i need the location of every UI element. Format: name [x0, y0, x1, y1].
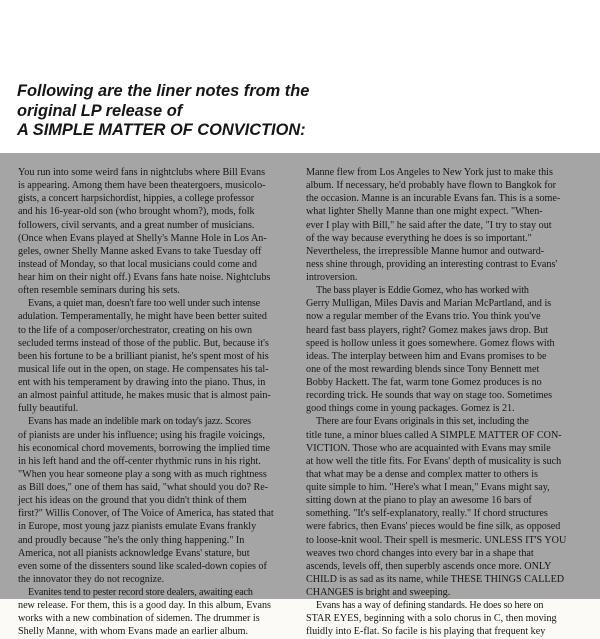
text-line: as Bill does," one of them has said, "what should you do? Re-	[18, 482, 269, 493]
text-line: the occasion. Manne is an incurable Evans fan. This is a some-	[306, 193, 561, 205]
text-line: one of the most rewarding blends since Tony Bennett met	[306, 363, 540, 375]
text-line: something. "It's self-explanatory, really." If chord structures	[306, 508, 548, 520]
text-line: his economical chord movements, borrowing the implied time	[18, 442, 270, 454]
text-line: what lighter Shelly Manne than one might expect. "When-	[306, 206, 543, 218]
text-line: There are four Evans originals in this set, including the	[316, 416, 529, 428]
text-line: album. If necessary, he'd probably have flown to Bangkok for	[306, 180, 556, 192]
text-line: You run into some weird fans in nightclubs where Bill Evans	[18, 167, 266, 178]
text-line: Evanites tend to pester record store dealers, awaiting each	[28, 587, 253, 598]
text-line: Evans has a way of defining standards. He does so here on	[316, 600, 544, 612]
text-line: Bobby Hackett. The fat, warm tone Gomez produces is no	[306, 377, 542, 388]
intro-heading	[17, 82, 577, 141]
text-line: of the way because everything he does is so important."	[306, 232, 532, 244]
text-line: first?" Willis Conover, of The Voice of America, has stated that	[18, 508, 274, 520]
text-line: ness shine through, providing an interesting contrast to Evans'	[306, 258, 558, 270]
text-line: Nevertheless, the irrepressible Manne humor and outward-	[306, 245, 545, 257]
text-line: Evans, a quiet man, doesn't fare too well under such intense	[28, 298, 260, 310]
text-line: The bass player is Eddie Gomez, who has worked with	[316, 285, 529, 297]
text-line: works with a new combination of sidemen. The drummer is	[18, 613, 260, 625]
text-line: now a regular member of the Evans trio. You think you've	[306, 311, 541, 323]
right-column	[306, 166, 580, 639]
text-line: been his fortune to be a brilliant pianist, he's spent most of his	[18, 350, 269, 362]
text-line: ideas. The interplay between him and Evans promises to be	[306, 350, 547, 362]
text-line: CHANGES is bright and sweeping.	[306, 587, 451, 598]
left-column	[18, 166, 290, 639]
text-line: Gerry Mulligan, Miles Davis and Marian McPartland, and is	[306, 298, 552, 310]
text-line: speed is hollow unless it goes somewhere. Gomez flows with	[306, 337, 555, 349]
text-line: ever I play with Bill," he said after the date, "I try to stay out	[306, 219, 552, 231]
text-line: often resemble seminars during his sets.	[18, 285, 180, 297]
intro-line: original LP release of	[17, 101, 183, 120]
text-line: and his 16-year-old son (who brought whom?), mods, folk	[18, 206, 255, 218]
text-line: good things come in young packages. Gomez is 21.	[306, 403, 515, 415]
text-line: hear him on their night off.) Evans fans hate noise. Nightclubs	[18, 272, 271, 283]
text-line: introversion.	[306, 272, 358, 283]
text-line: Evans has made an indelible mark on today's jazz. Scores	[28, 416, 251, 428]
text-line: that what may be a dense and complex matter to others is	[306, 468, 538, 480]
text-line: the innovator they do not recognize.	[18, 573, 165, 585]
text-line: geles, owner Shelly Manne asked Evans to take Tuesday off	[18, 245, 262, 257]
header-area	[0, 0, 600, 153]
text-line: followers, civil servants, and a great number of musicians.	[18, 219, 255, 231]
text-line: ascends, levels off, then superbly ascends once more. ONLY	[306, 560, 552, 572]
text-line: musical life out in the open, on stage. He compensates his tal-	[18, 363, 269, 375]
text-line: secluded terms instead of those of the public. But, because it's	[18, 337, 269, 349]
text-line: ject his ideas on the ground that you didn't think of them	[18, 495, 247, 507]
text-line: quite simple to him. "Here's what I mean," Evans might say,	[306, 482, 550, 493]
text-line: to the life of a composer/orchestrator, creating on his own	[18, 324, 253, 336]
text-line: America, not all pianists acknowledge Evans' stature, but	[18, 547, 250, 559]
text-line: fluidly into E-flat. So facile is his playing that frequent key	[306, 626, 546, 638]
text-line: "When you hear someone play a song with as much rightness	[18, 468, 267, 480]
text-line: is appearing. Among them have been theatergoers, musicolo-	[18, 180, 266, 192]
text-line: recording trick. He sounds that way on stage too. Sometimes	[306, 390, 553, 402]
text-line: in Europe, most young jazz pianists emulate Evans frankly	[18, 521, 257, 533]
text-line: CHILD is as sad as its name, while THESE THINGS CALLED	[306, 573, 565, 585]
text-line: title tune, a minor blues called A SIMPLE MATTER OF CON-	[306, 429, 562, 441]
text-line: sitting down at the piano to play an awesome 16 bars of	[306, 495, 532, 507]
text-line: weaves two chord changes into every bar in a shape that	[306, 547, 534, 559]
text-line: new release. For them, this is a good day. In this album, Evans	[18, 600, 271, 612]
intro-line: A SIMPLE MATTER OF CONVICTION:	[17, 121, 306, 140]
text-line: at how well the title fits. For Evans' depth of musicality is such	[306, 455, 562, 467]
text-line: (Once when Evans played at Shelly's Manne Hole in Los An-	[18, 232, 267, 244]
text-line: ent with his temperament by drawing into the piano. Thus, in	[18, 377, 266, 388]
text-line: of pianists are under his influence; using his fragile voicings,	[18, 429, 265, 441]
intro-line: Following are the liner notes from the	[17, 82, 310, 100]
text-line: were fabrics, then Evans' pieces would be fine silk, as opposed	[306, 521, 561, 533]
text-line: STAR EYES, beginning with a solo chorus in C, then moving	[306, 613, 557, 625]
text-line: even some of the dissenters sound like scaled-down copies of	[18, 560, 267, 572]
text-line: to loose-knit wool. Their spell is mesmeric. UNLESS IT'S YOU	[306, 534, 567, 546]
text-line: adulation. Temperamentally, he might have been better suited	[18, 311, 267, 323]
text-line: VICTION. Those who are acquainted with Evans may smile	[306, 442, 551, 454]
text-line: an almost painful attitude, he makes music that is almost pain-	[18, 390, 271, 402]
text-line: Shelly Manne, with whom Evans made an earlier album.	[18, 626, 249, 638]
text-line: in his left hand and the off-center rhythmic runs in his right.	[18, 455, 261, 467]
text-line: fully beautiful.	[18, 403, 79, 415]
text-line: Manne flew from Los Angeles to New York just to make this	[306, 167, 553, 178]
text-line: heard fast bass players, right? Gomez makes jaws drop. But	[306, 324, 549, 336]
text-line: instead of Monday, so that local musicians could come and	[18, 258, 257, 270]
text-line: and proudly because "he's the only thing happening." In	[18, 534, 245, 546]
text-line: gists, a concert harpsichordist, hippies, a college professor	[18, 193, 255, 205]
